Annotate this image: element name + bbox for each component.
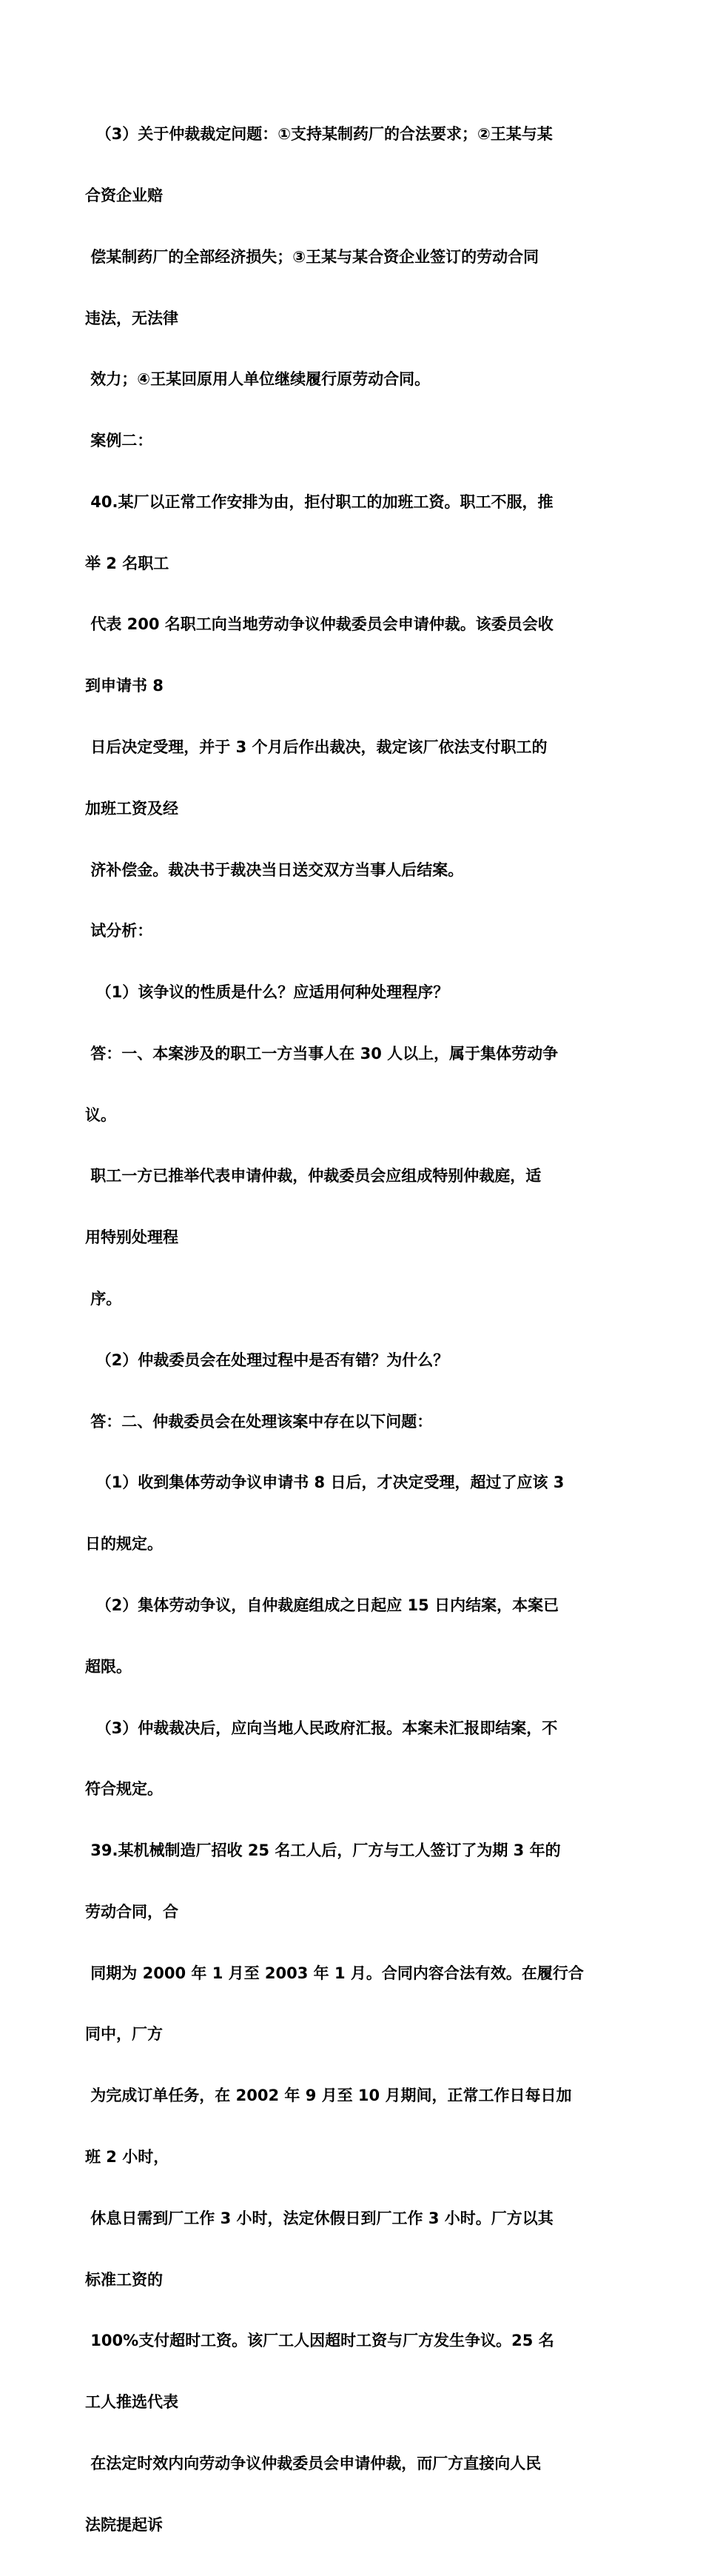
text-line: 法院提起诉 [85, 2515, 163, 2534]
answer-line: 用特别处理程 [85, 1228, 178, 1247]
question-line: （2）仲裁委员会在处理过程中是否有错？为什么？ [85, 1351, 449, 1369]
section-heading: 案例二： [85, 432, 153, 450]
text-line: 济补偿金。裁决书于裁决当日送交双方当事人后结案。 [85, 860, 464, 879]
text-line: 举 2 名职工 [85, 554, 169, 572]
text-line: 班 2 小时， [85, 2147, 169, 2166]
answer-line: 答：二、仲裁委员会在处理该案中存在以下问题： [85, 1412, 433, 1431]
answer-line: （3）仲裁裁决后，应向当地人民政府汇报。本案未汇报即结案，不 [85, 1719, 558, 1737]
document-body [85, 84, 619, 2576]
text-line: 39.某机械制造厂招收 25 名工人后，厂方与工人签订了为期 3 年的 [85, 1841, 561, 1860]
text-line: 合资企业赔 [85, 186, 163, 204]
answer-line: 日的规定。 [85, 1535, 163, 1553]
text-line: 100%支付超时工资。该厂工人因超时工资与厂方发生争议。25 名 [85, 2332, 554, 2350]
answer-line: 职工一方已推举代表申请仲裁，仲裁委员会应组成特别仲裁庭，适 [85, 1167, 542, 1185]
text-line: 加班工资及经 [85, 799, 178, 817]
text-line: 到申请书 8 [85, 677, 164, 695]
answer-line: 答：一、本案涉及的职工一方当事人在 30 人以上，属于集体劳动争 [85, 1044, 559, 1063]
text-line: 在法定时效内向劳动争议仲裁委员会申请仲裁，而厂方直接向人民 [85, 2454, 542, 2472]
question-line: （1）该争议的性质是什么？应适用何种处理程序？ [85, 983, 449, 1002]
text-line: 同中，厂方 [85, 2025, 163, 2044]
text-line: 工人推选代表 [85, 2393, 178, 2412]
text-line: （3）关于仲裁裁定问题：①支持某制药厂的合法要求；②王某与某 [85, 125, 553, 144]
text-line: 日后决定受理，并于 3 个月后作出裁决，裁定该厂依法支付职工的 [85, 738, 548, 756]
text-line: 休息日需到厂工作 3 小时，法定休假日到厂工作 3 小时。厂方以其 [85, 2209, 554, 2227]
text-line: 效力；④王某回原用人单位继续履行原劳动合同。 [85, 370, 431, 389]
text-line: 为完成订单任务，在 2002 年 9 月至 10 月期间，正常工作日每日加 [85, 2087, 572, 2105]
answer-line: 议。 [85, 1105, 116, 1124]
text-line: 同期为 2000 年 1 月至 2003 年 1 月。合同内容合法有效。在履行合 [85, 1964, 584, 1982]
answer-line: （1）收到集体劳动争议申请书 8 日后，才决定受理，超过了应该 3 [85, 1473, 565, 1492]
text-line: 标准工资的 [85, 2270, 163, 2289]
text-line: 偿某制药厂的全部经济损失；③王某与某合资企业签订的劳动合同 [85, 247, 539, 266]
text-line: 代表 200 名职工向当地劳动争议仲裁委员会申请仲裁。该委员会收 [85, 615, 554, 634]
answer-line: 超限。 [85, 1657, 132, 1676]
answer-line: （2）集体劳动争议，自仲裁庭组成之日起应 15 日内结案，本案已 [85, 1596, 559, 1614]
answer-line: 序。 [85, 1290, 122, 1308]
text-line: 40.某厂以正常工作安排为由，拒付职工的加班工资。职工不服，推 [85, 492, 554, 511]
text-line: 违法，无法律 [85, 309, 178, 327]
section-heading: 试分析： [85, 922, 153, 940]
answer-line: 符合规定。 [85, 1780, 163, 1799]
text-line: 劳动合同，合 [85, 1902, 178, 1921]
